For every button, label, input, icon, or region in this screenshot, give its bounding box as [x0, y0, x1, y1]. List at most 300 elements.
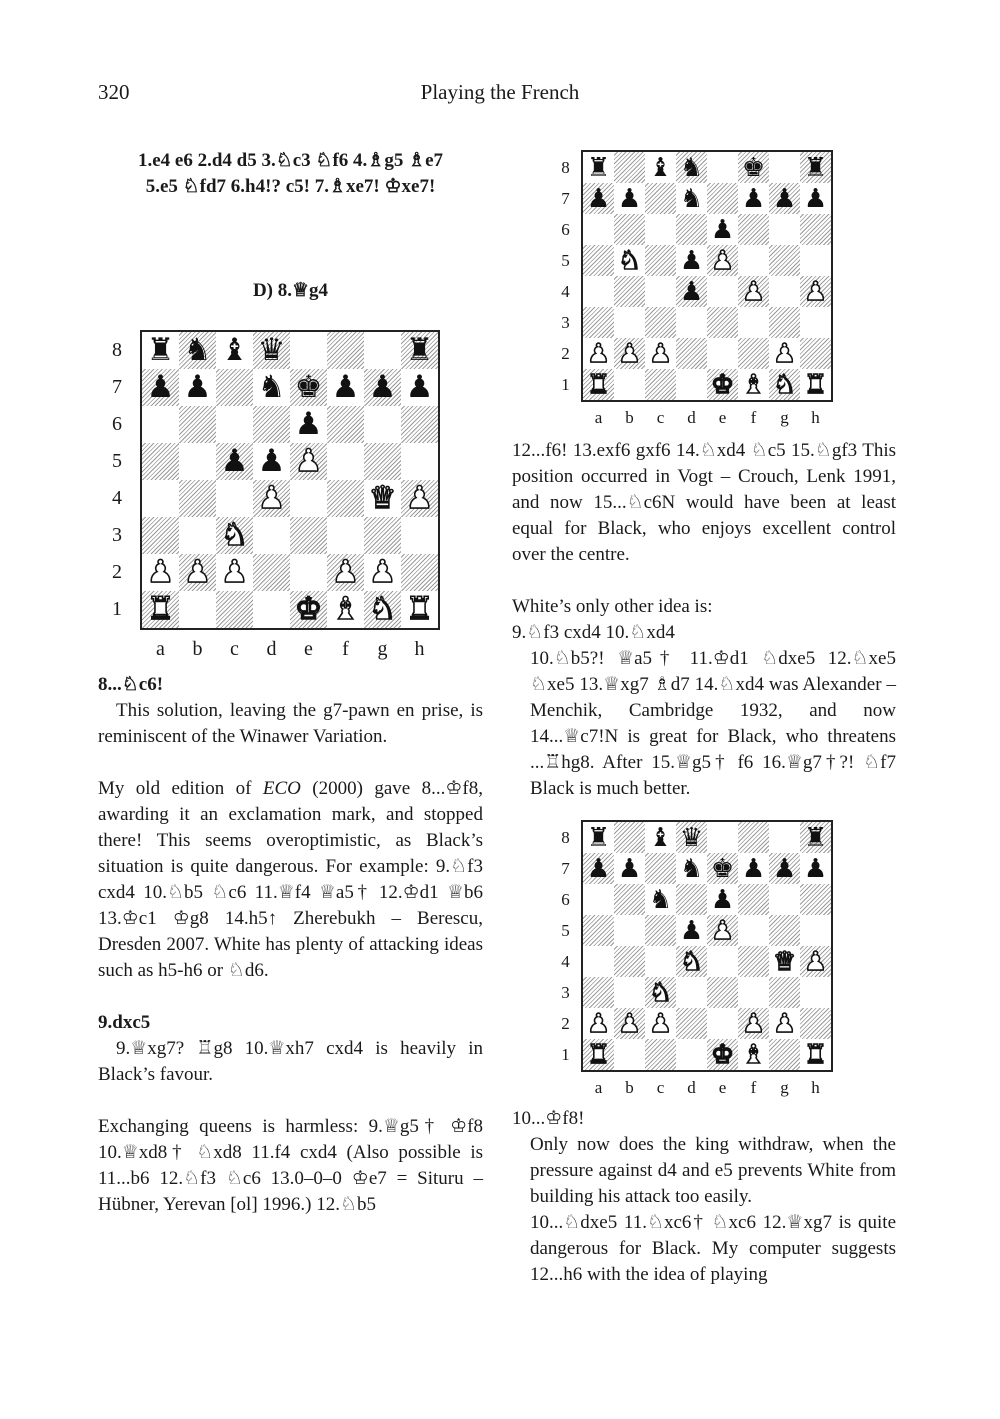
- board-square: [583, 152, 614, 183]
- board-square: [583, 214, 614, 245]
- board-square: [583, 915, 614, 946]
- board-square: [290, 554, 327, 591]
- black-pawn-icon: ♟: [294, 406, 323, 442]
- board-square: [142, 517, 179, 554]
- board-square: [142, 369, 179, 406]
- board-square: [645, 853, 676, 884]
- board-square: [800, 915, 831, 946]
- white-pawn-icon: ♟: [710, 245, 735, 276]
- board-square: [253, 554, 290, 591]
- black-pawn-icon: ♟: [586, 183, 611, 214]
- board-square: [253, 406, 290, 443]
- black-pawn-icon: ♟: [617, 183, 642, 214]
- rank-label: 4: [561, 281, 570, 301]
- rank-label: 6: [561, 889, 570, 909]
- board-square: [707, 245, 738, 276]
- board-square: [614, 1039, 645, 1070]
- board-square: [645, 977, 676, 1008]
- white-king-icon: ♚: [710, 369, 735, 400]
- black-bishop-icon: ♝: [648, 822, 673, 853]
- black-pawn-icon: ♟: [146, 369, 175, 405]
- variation-title: D) 8.♕g4: [252, 280, 329, 301]
- board-square: [179, 591, 216, 628]
- board-square: [583, 1008, 614, 1039]
- chess-board: [581, 820, 833, 1072]
- black-pawn-icon: ♟: [183, 369, 212, 405]
- board-square: [738, 276, 769, 307]
- board-square: [583, 338, 614, 369]
- board-square: [290, 517, 327, 554]
- white-pawn-icon: ♟: [772, 338, 797, 369]
- board-square: [676, 977, 707, 1008]
- board-square: [614, 338, 645, 369]
- board-square: [800, 276, 831, 307]
- board-square: [179, 443, 216, 480]
- board-square: [253, 480, 290, 517]
- rank-label: 7: [112, 376, 122, 398]
- rank-label: 2: [561, 343, 570, 363]
- white-rook-icon: ♜: [586, 369, 611, 400]
- board-square: [216, 517, 253, 554]
- board-square: [769, 853, 800, 884]
- white-pawn-icon: ♟: [803, 276, 828, 307]
- white-pawn-icon: ♟: [257, 480, 286, 516]
- board-square: [614, 152, 645, 183]
- file-label: h: [414, 638, 425, 660]
- board-square: [738, 338, 769, 369]
- board-square: [738, 152, 769, 183]
- rank-label: 4: [561, 951, 570, 971]
- board-square: [769, 884, 800, 915]
- board-square: [769, 1039, 800, 1070]
- board-square: [676, 338, 707, 369]
- board-square: [676, 946, 707, 977]
- rank-label: 1: [112, 598, 122, 620]
- rank-label: 5: [112, 450, 122, 472]
- rank-label: 8: [112, 339, 122, 361]
- board-square: [253, 591, 290, 628]
- rank-label: 3: [112, 524, 122, 546]
- file-label: g: [780, 1078, 789, 1097]
- board-square: [676, 369, 707, 400]
- file-label: d: [687, 1078, 696, 1097]
- file-label: f: [750, 408, 757, 427]
- board-square: [583, 369, 614, 400]
- board-square: [707, 884, 738, 915]
- board-square: [769, 977, 800, 1008]
- board-square: [738, 214, 769, 245]
- board-square: [645, 338, 676, 369]
- board-square: [216, 554, 253, 591]
- board-square: [769, 946, 800, 977]
- board-square: [253, 369, 290, 406]
- white-knight-icon: ♞: [679, 946, 704, 977]
- board-square: [583, 307, 614, 338]
- white-knight-icon: ♞: [648, 977, 673, 1008]
- board-square: [800, 183, 831, 214]
- file-label: g: [377, 638, 388, 660]
- para-12: 12...f6! 13.exf6 gxf6 14.♘xd4 ♘c5 15.♘gf3 This position occurred in Vogt – Crouch, Lenk 1991, and now 15...♘c6N would have been at least equal for Black, who enjoys excellent control over the centre.: [512, 440, 896, 565]
- black-rook-icon: ♜: [803, 822, 828, 853]
- board-square: [769, 822, 800, 853]
- board-square: [253, 332, 290, 369]
- board-square: [738, 1008, 769, 1039]
- running-title: Playing the French: [420, 80, 580, 104]
- black-knight-icon: ♞: [679, 152, 704, 183]
- board-square: [216, 369, 253, 406]
- board-square: [583, 884, 614, 915]
- board-square: [327, 591, 364, 628]
- board-square: [676, 307, 707, 338]
- white-pawn-icon: ♟: [741, 276, 766, 307]
- board-square: [364, 591, 401, 628]
- board-square: [800, 307, 831, 338]
- board-square: [614, 884, 645, 915]
- board-square: [364, 332, 401, 369]
- white-rook-icon: ♜: [803, 1039, 828, 1070]
- board-square: [142, 406, 179, 443]
- board-square: [707, 853, 738, 884]
- left-column-body: [98, 672, 483, 1218]
- black-rook-icon: ♜: [586, 152, 611, 183]
- white-bishop-icon: ♝: [331, 591, 360, 627]
- board-square: [800, 369, 831, 400]
- move-8-heading: 8...♘c6!: [98, 674, 164, 695]
- board-square: [253, 443, 290, 480]
- board-square: [216, 406, 253, 443]
- white-pawn-icon: ♟: [586, 1008, 611, 1039]
- black-pawn-icon: ♟: [741, 853, 766, 884]
- board-square: [707, 946, 738, 977]
- board-square: [614, 915, 645, 946]
- board-square: [738, 369, 769, 400]
- white-rook-icon: ♜: [146, 591, 175, 627]
- rank-label: 2: [112, 561, 122, 583]
- board-square: [707, 369, 738, 400]
- board-square: [614, 369, 645, 400]
- board-square: [401, 517, 438, 554]
- white-bishop-icon: ♝: [741, 369, 766, 400]
- black-pawn-icon: ♟: [803, 183, 828, 214]
- file-label: c: [230, 638, 239, 660]
- board-square: [800, 884, 831, 915]
- rank-label: 7: [561, 858, 570, 878]
- board-square: [179, 369, 216, 406]
- white-bishop-icon: ♝: [741, 1039, 766, 1070]
- black-pawn-icon: ♟: [772, 853, 797, 884]
- rank-label: 2: [561, 1013, 570, 1033]
- file-label: h: [811, 1078, 820, 1097]
- board-square: [769, 338, 800, 369]
- rank-label: 5: [561, 920, 570, 940]
- file-label: c: [656, 408, 665, 427]
- file-label: d: [266, 638, 277, 660]
- board-square: [179, 517, 216, 554]
- black-queen-icon: ♛: [679, 822, 704, 853]
- white-pawn-icon: ♟: [648, 338, 673, 369]
- para-other-idea: White’s only other idea is:: [512, 596, 713, 617]
- white-pawn-icon: ♟: [146, 554, 175, 590]
- white-pawn-icon: ♟: [220, 554, 249, 590]
- para-10nb5: 10.♘b5?! ♕a5† 11.♔d1 ♘dxe5 12.♘xe5 ♘xe5 13.♕xg7 ♗d7 14.♘xd4 was Alexander – Menchik, Cambridge 1932, and now 14...♕c7!N is great for Black, who threatens ...♖hg8. After 15.♕g5† f6 16.♕g7†?! ♘f7 Black is much better.: [530, 648, 896, 799]
- board-square: [645, 152, 676, 183]
- board-square: [614, 946, 645, 977]
- board-square: [738, 946, 769, 977]
- board-square: [401, 480, 438, 517]
- board-square: [645, 915, 676, 946]
- board-square: [645, 946, 676, 977]
- board-square: [800, 338, 831, 369]
- board-square: [401, 554, 438, 591]
- rank-label: 6: [112, 413, 122, 435]
- white-pawn-icon: ♟: [772, 1008, 797, 1039]
- board-square: [614, 977, 645, 1008]
- board-square: [676, 245, 707, 276]
- board-square: [676, 1008, 707, 1039]
- white-pawn-icon: ♟: [586, 338, 611, 369]
- board-square: [769, 245, 800, 276]
- board-square: [676, 822, 707, 853]
- board-square: [738, 245, 769, 276]
- black-knight-icon: ♞: [183, 332, 212, 368]
- board-square: [676, 152, 707, 183]
- right-column-bottom: [512, 1106, 896, 1288]
- white-king-icon: ♚: [294, 591, 323, 627]
- board-square: [800, 822, 831, 853]
- rank-label: 1: [561, 374, 570, 394]
- white-knight-icon: ♞: [772, 369, 797, 400]
- board-square: [707, 977, 738, 1008]
- black-queen-icon: ♛: [257, 332, 286, 368]
- board-square: [364, 406, 401, 443]
- white-pawn-icon: ♟: [294, 443, 323, 479]
- board-square: [142, 591, 179, 628]
- board-square: [769, 1008, 800, 1039]
- board-square: [800, 245, 831, 276]
- rank-label: 3: [561, 312, 570, 332]
- white-pawn-icon: ♟: [648, 1008, 673, 1039]
- para-exchanging-queens: Exchanging queens is harmless: 9.♕g5† ♔f8 10.♕xd8† ♘xd8 11.f4 cxd4 (Also possible is 11...b6 12.♘f3 ♘c6 13.0–0–0 ♔e7 = Situru – Hübner, Yerevan [ol] 1996.) 12.♘b5: [98, 1116, 483, 1215]
- board-square: [800, 1008, 831, 1039]
- para-eco: My old edition of ECO (2000) gave 8...♔f8, awarding it an exclamation mark, and stopped there! This seems overoptimistic, as Black’s situation is quite dangerous. For example: 9.♘f3 cxd4 10.♘b5 ♘c6 11.♕f4 ♕a5† 12.♔d1 ♕b6 13.♔c1 ♔g8 14.h5↑ Zherebukh – Berescu, Dresden 2007. White has plenty of attacking ideas such as h5-h6 or ♘d6.: [98, 778, 483, 981]
- white-rook-icon: ♜: [586, 1039, 611, 1070]
- board-square: [327, 332, 364, 369]
- board-square: [645, 369, 676, 400]
- white-king-icon: ♚: [710, 1039, 735, 1070]
- right-column-body: [512, 438, 896, 802]
- board-square: [738, 183, 769, 214]
- board-square: [614, 307, 645, 338]
- white-queen-icon: ♛: [772, 946, 797, 977]
- board-square: [800, 152, 831, 183]
- black-bishop-icon: ♝: [220, 332, 249, 368]
- board-square: [707, 822, 738, 853]
- board-square: [800, 946, 831, 977]
- file-label: a: [156, 638, 165, 660]
- left-column: [98, 148, 483, 200]
- black-pawn-icon: ♟: [331, 369, 360, 405]
- board-square: [614, 853, 645, 884]
- board-square: [290, 369, 327, 406]
- main-line-2: 5.e5 ♘fd7 6.h4!? c5! 7.♗xe7! ♔xe7!: [145, 176, 436, 197]
- white-pawn-icon: ♟: [368, 554, 397, 590]
- file-label: e: [718, 408, 727, 427]
- black-pawn-icon: ♟: [679, 915, 704, 946]
- main-line-1: 1.e4 e6 2.d4 d5 3.♘c3 ♘f6 4.♗g5 ♗e7: [137, 150, 444, 171]
- board-square: [583, 946, 614, 977]
- board-square: [142, 332, 179, 369]
- board-square: [583, 822, 614, 853]
- para-10b: 10...♘dxe5 11.♘xc6† ♘xc6 12.♕xg7 is quite dangerous for Black. My computer suggests 12...h6 with the idea of playing: [530, 1212, 896, 1285]
- board-square: [800, 977, 831, 1008]
- board-square: [364, 369, 401, 406]
- board-square: [583, 245, 614, 276]
- file-label: e: [304, 638, 313, 660]
- black-knight-icon: ♞: [648, 884, 673, 915]
- black-pawn-icon: ♟: [679, 245, 704, 276]
- board-square: [216, 591, 253, 628]
- move-9-heading: 9.dxc5: [98, 1012, 151, 1033]
- black-rook-icon: ♜: [803, 152, 828, 183]
- board-square: [290, 443, 327, 480]
- white-knight-icon: ♞: [368, 591, 397, 627]
- board-square: [800, 1039, 831, 1070]
- board-square: [290, 332, 327, 369]
- board-square: [738, 822, 769, 853]
- board-square: [676, 1039, 707, 1070]
- file-label: g: [780, 408, 789, 427]
- move-10-heading: 10...♔f8!: [512, 1108, 585, 1129]
- rank-label: 8: [561, 157, 570, 177]
- black-pawn-icon: ♟: [220, 443, 249, 479]
- board-square: [614, 822, 645, 853]
- board-square: [738, 884, 769, 915]
- board-square: [364, 443, 401, 480]
- board-square: [614, 183, 645, 214]
- rank-label: 6: [561, 219, 570, 239]
- file-label: f: [342, 638, 349, 660]
- board-square: [707, 276, 738, 307]
- board-square: [676, 853, 707, 884]
- board-square: [645, 1039, 676, 1070]
- board-square: [645, 1008, 676, 1039]
- white-pawn-icon: ♟: [405, 480, 434, 516]
- board-square: [645, 245, 676, 276]
- black-pawn-icon: ♟: [617, 853, 642, 884]
- board-square: [583, 183, 614, 214]
- white-pawn-icon: ♟: [331, 554, 360, 590]
- file-label: d: [687, 408, 696, 427]
- white-pawn-icon: ♟: [803, 946, 828, 977]
- white-pawn-icon: ♟: [617, 338, 642, 369]
- black-rook-icon: ♜: [586, 822, 611, 853]
- board-square: [738, 307, 769, 338]
- board-square: [179, 480, 216, 517]
- white-knight-icon: ♞: [220, 517, 249, 553]
- white-pawn-icon: ♟: [617, 1008, 642, 1039]
- board-square: [645, 884, 676, 915]
- chess-board: [140, 330, 440, 630]
- para-8: This solution, leaving the g7-pawn en prise, is reminiscent of the Winawer Variation.: [98, 700, 483, 747]
- board-square: [769, 276, 800, 307]
- black-pawn-icon: ♟: [803, 853, 828, 884]
- white-pawn-icon: ♟: [741, 1008, 766, 1039]
- white-pawn-icon: ♟: [710, 915, 735, 946]
- file-label: h: [811, 408, 820, 427]
- board-square: [645, 214, 676, 245]
- board-square: [645, 822, 676, 853]
- file-label: f: [750, 1078, 757, 1097]
- black-rook-icon: ♜: [405, 332, 434, 368]
- board-square: [216, 443, 253, 480]
- board-square: [707, 338, 738, 369]
- board-square: [614, 245, 645, 276]
- board-square: [738, 977, 769, 1008]
- board-square: [583, 977, 614, 1008]
- board-square: [707, 307, 738, 338]
- board-square: [179, 406, 216, 443]
- black-knight-icon: ♞: [679, 853, 704, 884]
- board-square: [614, 1008, 645, 1039]
- black-pawn-icon: ♟: [405, 369, 434, 405]
- board-square: [327, 554, 364, 591]
- board-square: [645, 276, 676, 307]
- board-square: [738, 1039, 769, 1070]
- board-square: [401, 443, 438, 480]
- file-label: b: [625, 1078, 634, 1097]
- white-rook-icon: ♜: [803, 369, 828, 400]
- board-square: [738, 915, 769, 946]
- board-square: [401, 369, 438, 406]
- file-label: c: [656, 1078, 665, 1097]
- board-square: [800, 853, 831, 884]
- board-square: [401, 332, 438, 369]
- board-square: [769, 183, 800, 214]
- board-square: [676, 183, 707, 214]
- black-pawn-icon: ♟: [679, 276, 704, 307]
- board-square: [290, 480, 327, 517]
- board-square: [769, 152, 800, 183]
- board-square: [707, 183, 738, 214]
- board-square: [327, 517, 364, 554]
- rank-label: 8: [561, 827, 570, 847]
- board-square: [676, 214, 707, 245]
- board-square: [142, 480, 179, 517]
- black-pawn-icon: ♟: [710, 214, 735, 245]
- rank-label: 3: [561, 982, 570, 1002]
- board-square: [707, 214, 738, 245]
- black-pawn-icon: ♟: [772, 183, 797, 214]
- board-square: [401, 591, 438, 628]
- rank-label: 1: [561, 1044, 570, 1064]
- white-knight-icon: ♞: [617, 245, 642, 276]
- black-rook-icon: ♜: [146, 332, 175, 368]
- board-square: [583, 276, 614, 307]
- black-pawn-icon: ♟: [368, 369, 397, 405]
- rank-label: 7: [561, 188, 570, 208]
- board-square: [583, 1039, 614, 1070]
- black-pawn-icon: ♟: [257, 443, 286, 479]
- board-square: [364, 554, 401, 591]
- black-king-icon: ♚: [710, 853, 735, 884]
- file-label: a: [594, 408, 603, 427]
- board-square: [583, 853, 614, 884]
- board-square: [216, 480, 253, 517]
- board-square: [707, 915, 738, 946]
- file-label: a: [594, 1078, 603, 1097]
- board-square: [707, 152, 738, 183]
- board-square: [769, 214, 800, 245]
